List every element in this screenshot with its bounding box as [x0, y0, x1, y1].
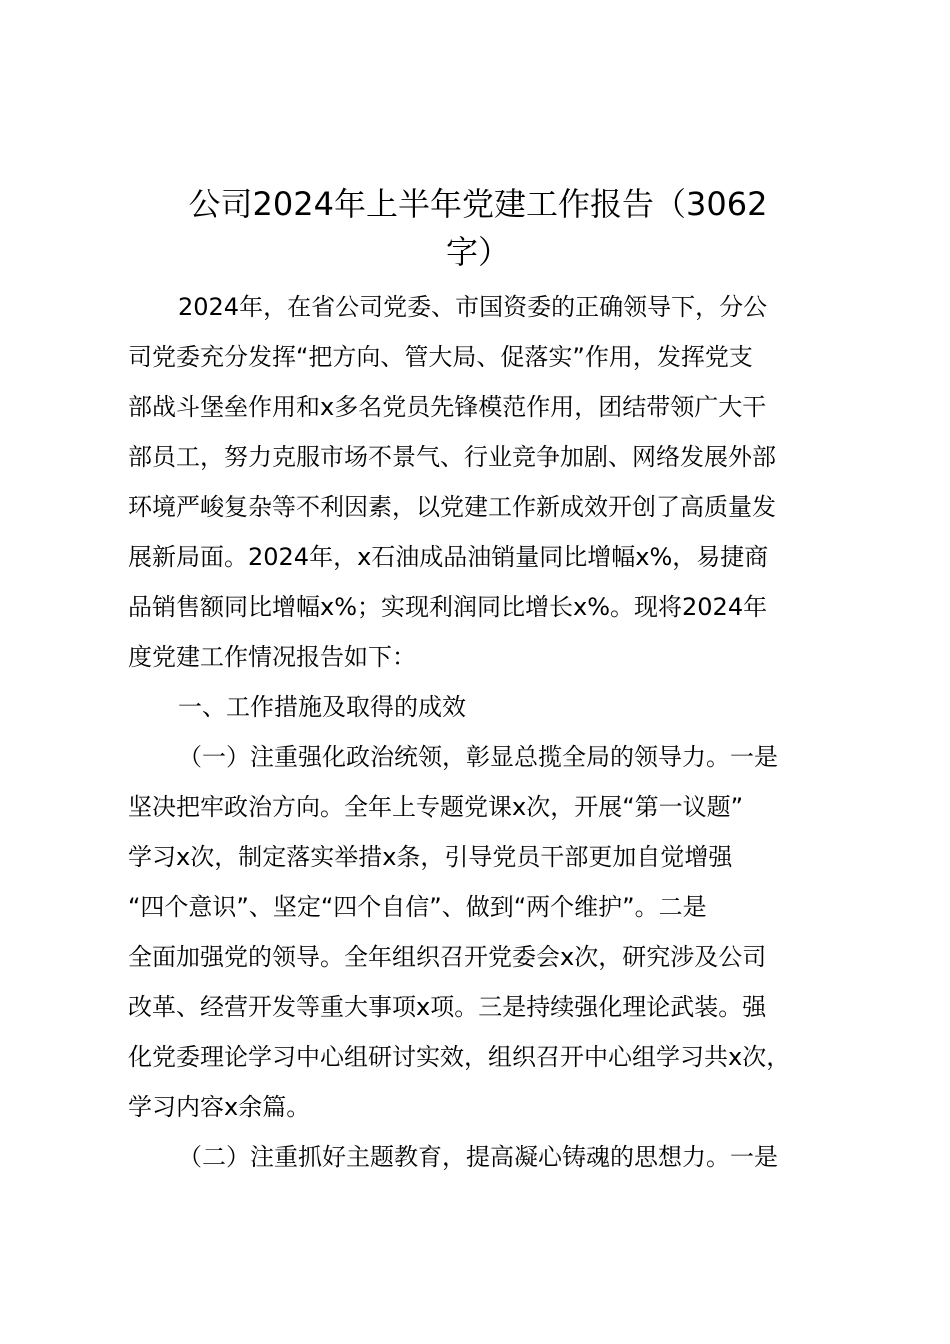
paragraph-1-line-5: 环境严峻复杂等不利因素，以党建工作新成效开创了高质量发: [128, 493, 776, 521]
paragraph-1-line-7: 品销售额同比增幅x%；实现利润同比增长x%。现将2024年: [128, 593, 768, 621]
title-line-2: 字）: [445, 233, 510, 271]
paragraph-2-line-3: 学习x次，制定落实举措x条，引导党员干部更加自觉增强: [128, 843, 733, 871]
paragraph-1-line-8: 度党建工作情况报告如下：: [128, 643, 416, 671]
paragraph-3-line-1: （二）注重抓好主题教育，提高凝心铸魂的思想力。一是: [178, 1143, 778, 1171]
paragraph-2-line-1: （一）注重强化政治统领，彰显总揽全局的领导力。一是: [178, 743, 778, 771]
paragraph-2-line-8: 学习内容x余篇。: [128, 1093, 311, 1121]
paragraph-1-line-3: 部战斗堡垒作用和x多名党员先锋模范作用，团结带领广大干: [128, 393, 767, 421]
paragraph-2-line-4: “四个意识”、坚定“四个自信”、做到“两个维护”。二是: [128, 893, 707, 921]
paragraph-2-line-5: 全面加强党的领导。全年组织召开党委会x次，研究涉及公司: [128, 943, 767, 971]
title-line-1: 公司2024年上半年党建工作报告（3062: [188, 185, 768, 223]
paragraph-1-line-1: 2024年，在省公司党委、市国资委的正确领导下，分公: [178, 293, 768, 321]
paragraph-2-line-7: 化党委理论学习中心组研讨实效，组织召开中心组学习共x次，: [128, 1043, 791, 1071]
paragraph-1-line-6: 展新局面。2024年，x石油成品油销量同比增幅x%，易捷商: [128, 543, 769, 571]
paragraph-1-line-2: 司党委充分发挥“把方向、管大局、促落实”作用，发挥党支: [128, 343, 753, 371]
paragraph-1-line-4: 部员工，努力克服市场不景气、行业竞争加剧、网络发展外部: [128, 443, 776, 471]
document-title: [128, 180, 828, 276]
document-body: [128, 282, 848, 1182]
paragraph-2-line-6: 改革、经营开发等重大事项x项。三是持续强化理论武装。强: [128, 993, 767, 1021]
paragraph-2-line-2: 坚决把牢政治方向。全年上专题党课x次，开展“第一议题”: [128, 793, 744, 821]
section-heading-1: 一、工作措施及取得的成效: [178, 693, 466, 721]
